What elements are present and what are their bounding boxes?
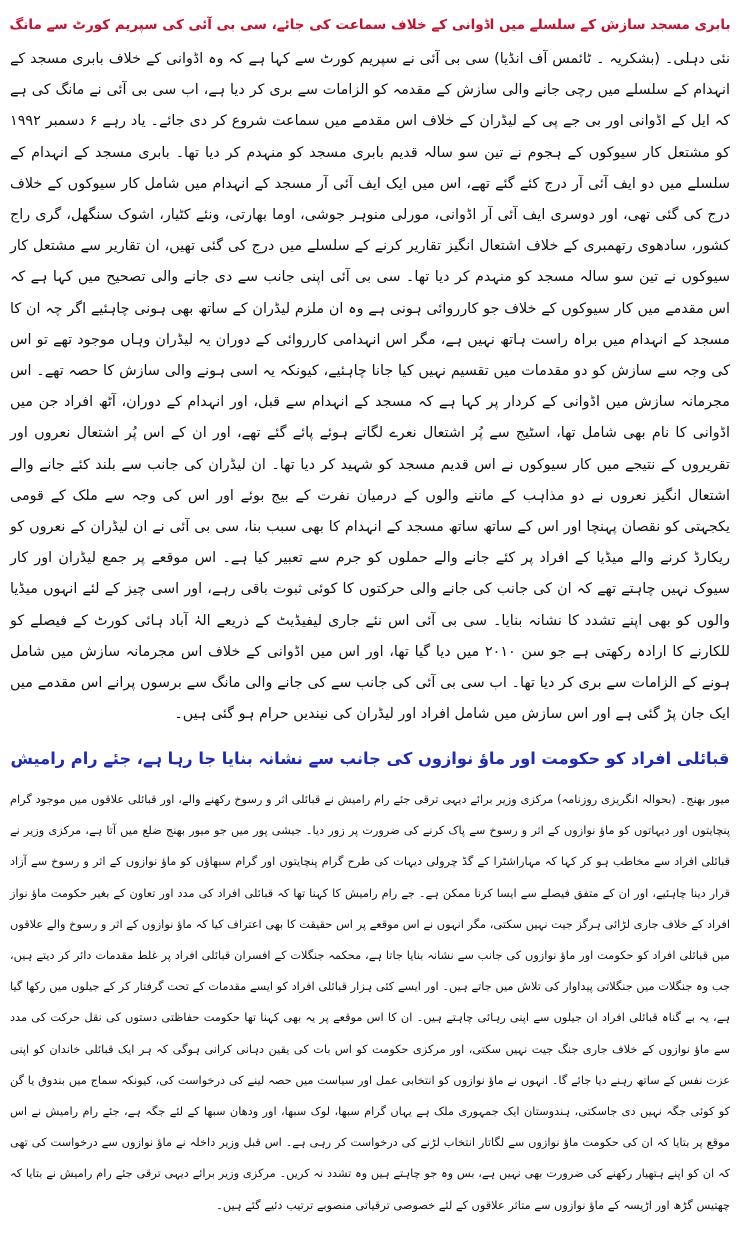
headline-tribal-people: قبائلی افراد کو حکومت اور ماؤ نوازوں کی جانب سے نشانہ بنایا جا رہا ہے، جئے رام رامیش xyxy=(10,749,730,768)
article-body-babri-masjid: نئی دہلی۔ (بشکریہ ۔ ٹائمس آف انڈیا) سی بی آئی نے سپریم کورٹ سے کہا ہے کہ وہ اڈوانی کے خلاف بابری مسجد کے انہدام کے سلسلے میں رچی جانے والی سازش کے مقدمہ کو الزامات سے بری کر دیا ہے، اب سی بی آئی نے مانگ کی ہے کہ ایل کے اڈوانی اور بی جے پی کے لیڈران کے خلاف اس مقدمے میں سماعت شروع کر دی جائے۔ یاد رہے ۶ دسمبر ۱۹۹۲ کو مشتعل کار سیوکوں کے ہجوم نے تین سو سالہ قدیم بابری مسجد کو منہدم کر دیا تھا۔ بابری مسجد کے انہدام کے سلسلے میں دو ایف آئی آر درج کئے گئے تھے، اس میں ایک ایف آئی آر مسجد کے انہدام میں شامل کار سیوکوں کے خلاف درج کی گئی تھی، اور دوسری ایف آئی آر اڈوانی، مورلی منوہر جوشی، اوما بھارتی، ونئے کٹیار، اشوک سنگھل، گری راج کشور، سادھوی رتھمبری کے خلاف اشتعال انگیز تقاریر کرنے کے سلسلے میں درج کی گئی تھیں، ان تقاریر سے مشتعل کار سیوکوں نے تین سو سالہ مسجد کو منہدم کر دیا تھا۔ سی بی آئی اپنی جانب سے دی جانے والی تصحیح میں کہا ہے کہ اس مقدمے میں کار سیوکوں کے خلاف جو کارروائی ہونی ہے وہ ان ملزم لیڈران کے ساتھ بھی ہونی چاہئیے اگر چہ ان کا مسجد کے انہدام میں براہ راست ہاتھ نہیں ہے، مگر اس انہدامی کارروائی کے دوران یہ لیڈران وہاں موجود تھے تو اس کی وجہ سے سازش کو دو مقدمات میں تقسیم نہیں کیا جانا چاہئیے، کیونکہ یہ اسی ہونے والی سازش کا حصہ تھے۔ اس مجرمانہ سازش میں اڈوانی کے کردار پر کہا ہے کہ مسجد کے انہدام سے قبل، اور انہدام کے دوران، آٹھ افراد جن میں اڈوانی کا نام بھی شامل تھا، اسٹیج سے پُر اشتعال نعرے لگاتے ہوئے پائے گئے تھے، اور ان کے اس پُر اشتعال نعروں اور تقریروں کے نتیجے میں کار سیوکوں نے اس قدیم مسجد کو شہید کر دیا تھا۔ ان لیڈران کی جانب سے بلند کئے جانے والے اشتعال انگیز نعروں نے دو مذاہب کے ماننے والوں کے درمیان نفرت کے بیج بوئے اور اس کی وجہ سے ملک کے قومی یکجہتی کو نقصان پہنچا اور اس کے ساتھ ساتھ مسجد کے انہدام کا بھی سبب بنا، سی بی آئی نے ان لیڈران کے نعروں کو ریکارڈ کرنے والے میڈیا کے افراد پر کئے جانے والے حملوں کو جرم سے تعبیر کیا ہے۔ اس موقعے پر جمع لیڈران اور کار سیوک نہیں چاہتے تھے کہ ان کی جانب کی جانے والی حرکتوں کا کوئی ثبوت باقی رہے، اور اسی چیز کے لئے انہوں میڈیا والوں کو بھی اپنے تشدد کا نشانہ بنایا۔ سی بی آئی اس نئے جاری لیفیڈیٹ کے ذریعے الہٰ آباد ہائی کورٹ کے فیصلے کو للکارنے کا ارادہ رکھتی ہے جو سن ۲۰۱۰ میں دیا گیا تھا، اور اس میں اڈوانی کے خلاف اس مجرمانہ سازش میں شامل ہونے کے الزامات سے بری کر دیا تھا۔ اب سی بی آئی کی جانب سے کی جانے والی مانگ سے برسوں پرانے اس مقدمے میں ایک جان پڑ گئی ہے اور اس سازش میں شامل افراد اور لیڈران کی نیندیں حرام ہو گئی ہیں۔ xyxy=(10,51,731,723)
article-body-tribal-people: میور بھنج۔ (بحوالہ انگریزی روزنامہ) مرکزی وزیر برائے دیہی ترقی جئے رام رامیش نے قبائلی اثر و رسوخ رکھنے والے، اور قبائلی علاقوں میں موجود گرام پنچایتوں اور دیہاتوں کو ماؤ نوازوں کے اثر و رسوخ سے پاک کرنے کی ضرورت پر زور دیا۔ جیشی پور میں جو میور بھنج ضلع میں آتا ہے، مرکزی وزیر نے قبائلی افراد سے مخاطب ہو کر کہا کہ مہاراشٹرا کے گڈ چرولی دیہات کی طرح گرام پنچایتوں اور گرام سبھاؤں کو ماؤ نوازوں کے اثر و رسوخ سے آزاد قرار دینا چاہئیے، اور ان کے متفق فیصلے سے ایسا کرنا ممکن ہے۔ جے رام رامیش کا کہنا تھا کہ قبائلی افراد کی مدد اور تعاون کے بغیر حکومت ماؤ نواز افراد کے خلاف جاری لڑائی ہرگز جیت نہیں سکتی، مگر انہوں نے اس موقعے پر اس حقیقت کا بھی اعتراف کیا کہ ماؤ نوازوں کے اثر و رسوخ والے علاقوں میں قبائلی افراد کو حکومت اور ماؤ نوازوں کی جانب سے نشانہ بنایا جاتا ہے، محکمہ جنگلات کے افسران قبائلی افراد پر غلط مقدمات دائر کر دیتے ہیں، جب وہ جنگلات میں جنگلاتی پیداوار کی تلاش میں جاتے ہیں۔ اور ایسے کئی ہزار قبائلی افراد کو ایسے مقدمات کے تحت گرفتار کر کے جیلوں میں رکھا گیا ہے، یہ بے گناہ قبائلی افراد ان جیلوں سے اپنی رہائی چاہتے ہیں۔ ان کا اس موقعے پر یہ بھی کہنا تھا حکومت حفاظتی دستوں کی نقل حرکت کی مدد سے ماؤ نوازوں کے خلاف جاری جنگ جیت نہیں سکتی، اور مرکزی حکومت کو اس بات کی یقین دہانی کرانی ہوگی کہ ہر ایک قبائلی خاندان کو اپنی عزت نفس کے ساتھ رہنے دیا جائے گا۔ انہوں نے ماؤ نوازوں کو انتخابی عمل اور سیاست میں حصہ لینے کی درخواست کی، کیونکہ سماج میں بندوق یا گن کو کوئی جگہ نہیں دی جاسکتی، ہندوستان ایک جمہوری ملک ہے یہاں گرام سبھا، لوک سبھا، اور ودھان سبھا کے لئے جگہ ہے، جئے رام رامیش نے اس موقع پر بتایا کہ ان کی حکومت ماؤ نوازوں سے لگاتار انتخاب لڑنے کی درخواست کر رہی ہے۔ اس قبل وزیر داخلہ نے ماؤ نوازوں سے درخواست کی تھی کہ ان کو اپنے ہتھیار رکھنے کی ضرورت بھی نہیں ہے، بس وہ جو چاہتے ہیں وہ تشدد نہ کریں۔ مرکزی وزیر برائے دیہی ترقی جئے رام رامیش نے بتایا کہ چھتیس گڑھ اور اڑیسہ کے ماؤ نوازوں سے متاثر علاقوں کے لئے خصوصی ترقیاتی منصوبے ترتیب دئیے گئے ہیں۔ xyxy=(10,792,730,1212)
headline-babri-masjid: بابری مسجد سازش کے سلسلے میں اڈوانی کے خلاف سماعت کی جائے، سی بی آئی کی سپریم کورٹ سے مانگ xyxy=(9,17,731,33)
